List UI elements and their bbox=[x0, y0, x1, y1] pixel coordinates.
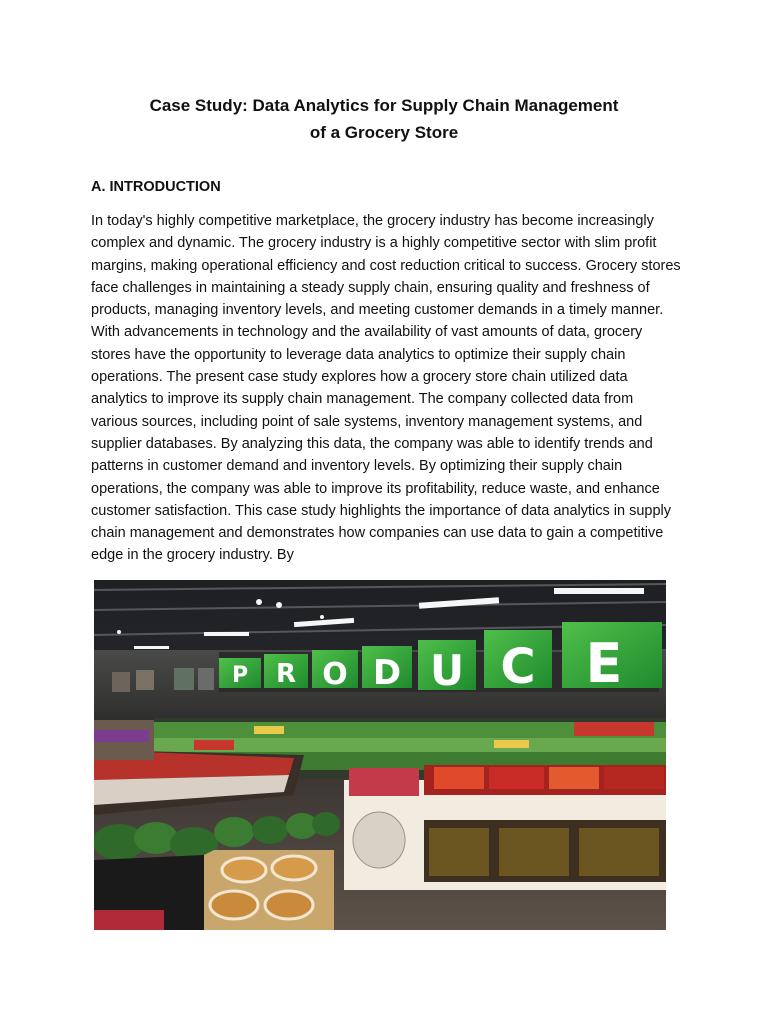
produce-scene bbox=[94, 580, 666, 930]
intro-paragraph: In today's highly competitive marketplace, the grocery industry has become increasingly complex and dynamic. The grocery industry is a highly competitive sector with slim profit margins, making operational efficiency and cost reduction critical to success. Grocery stores face challenges in maintaining a steady supply chain, ensuring quality and freshness of products, managing inventory levels, and meeting customer demands in a timely manner. With advancements in technology and the availability of vast amounts of data, grocery stores have the opportunity to leverage data analytics to optimize their supply chain operations. The present case study explores how a grocery store chain utilized data analytics to improve its supply chain management. The company collected data from various sources, including point of sale systems, inventory management systems, and supplier databases. By analyzing this data, the company was able to identify trends and patterns in customer demand and inventory levels. By optimizing their supply chain operations, the company was able to improve its profitability, reduce waste, and enhance customer satisfaction. This case study highlights the importance of data analytics in supply chain management and demonstrates how companies can use data to gain a competitive edge in the grocery industry. By bbox=[91, 213, 681, 564]
sign-letter-e: E bbox=[585, 632, 623, 695]
pie-crate bbox=[94, 850, 334, 930]
section-heading: A. INTRODUCTION bbox=[91, 179, 221, 195]
sign-letter-u: U bbox=[429, 646, 465, 695]
sign-letter-d: D bbox=[372, 653, 402, 693]
document-title bbox=[0, 92, 768, 146]
sign-letter-o: O bbox=[322, 657, 348, 692]
grocery-produce-photo bbox=[94, 580, 666, 930]
title-line-2: of a Grocery Store bbox=[309, 123, 459, 142]
sign-letter-r: R bbox=[275, 659, 297, 689]
body-text bbox=[91, 210, 683, 567]
sign-letter-c: C bbox=[500, 639, 536, 695]
title-line-1: Case Study: Data Analytics for Supply Chain Management bbox=[149, 96, 619, 115]
sign-letter-p: P bbox=[231, 663, 249, 688]
center-produce-table bbox=[344, 765, 666, 890]
